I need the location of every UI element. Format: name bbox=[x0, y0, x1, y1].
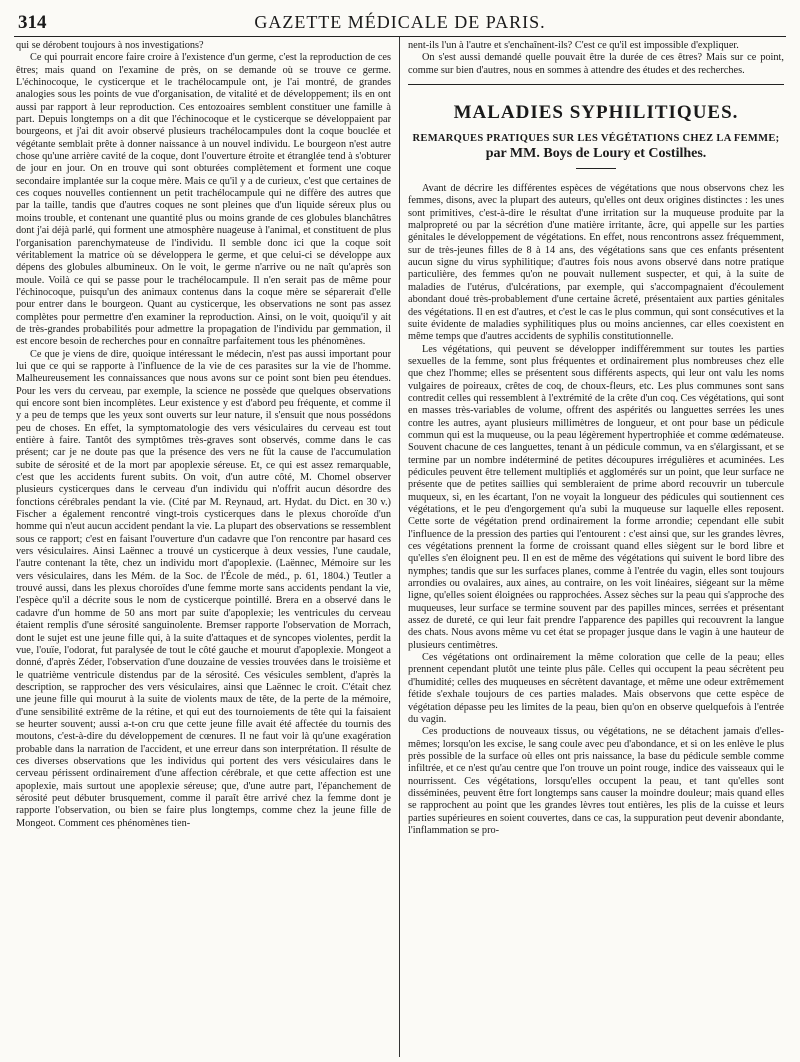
page-header bbox=[14, 10, 786, 37]
paragraph: Avant de décrire les différentes espèces de végétations que nous observons chez les femmes, disons, avec la plupart des auteurs, qu'elles ont deux origines distinctes : les unes sont primitives, c'est-à-dire le résultat d'une irritation sur la muqueuse produite par la malpropreté ou par la sécrétion d'une matière irritante, âcre, qui appelle sur les parties génitales le développement de végétations. En effet, nous rencontrons assez fréquemment, sur de très-jeunes filles de 8 à 14 ans, des végétations sans que ces enfants présentent aucun signe du virus syphilitique; d'autres fois nous avons observé dans notre pratique particulière, des femmes qu'on ne pouvait nullement suspecter, et qui, à la suite de maladies de l'utérus, d'ulcérations, par exemple, qui s'accompagnaient d'écoulement abondant doué très-probablement d'une certaine âcreté, présentaient aux parties génitales des végétations. Il en est d'autres, et c'est le cas le plus commun, qui sont consécutives et la suite évidente de maladies syphilitiques plus ou moins anciennes, car elles coexistent en même temps que d'autres accidents de syphilis constitutionnelle. bbox=[408, 183, 784, 343]
paragraph: Les végétations, qui peuvent se développer indifféremment sur toutes les parties sexuelles de la femme, sont plus fréquentes et ordinairement plus nombreuses chez elle que chez l'homme; elles se présentent sous différents aspects, qui leur ont valu les noms vulgaires de poireaux, crêtes de coq, de choux-fleurs, etc. Les plus communes sont sans contredit celles qui ressemblent à l'extrémité de la crête d'un coq. Ces végétations, qui sont en masses très-variables de volume, offrent des aspérités ou languettes serrées les unes contre les autres, ayant plusieurs millimètres de longueur, et ont pour base un pédicule commun qui est la muqueuse, ou la peau légèrement hypertrophiée et comme œdémateuse. Souvent chacune de ces languettes, tenant à un pédicule commun, va en s'élargissant, et se termine par un nombre indéterminé de petites découpures irrégulières et acuminées. Les pédicules peuvent être tellement multipliés et agglomérés sur un point, que leur surface ne présente que de petites saillies qui sembleraient de prime abord recouvrir un tubercule muqueux, si, en les écartant, l'on ne voyait la longueur des pédicules qui soutiennent ces végétations, et le peu d'engorgement qu'a subi la muqueuse sur laquelle elles reposent. Cette sorte de végétation prend ordinairement la forme arrondie; cependant elle subit l'influence de la pression des parties qui l'entourent : c'est ainsi que, sur les grandes lèvres, ces végétations prennent la forme de croissant quand elles siègent sur le bord libre et qu'elles s'en éloignent peu. Il en est de même des végétations qui suivent le bord libre des nymphes; tandis que sur les surfaces planes, comme à l'entrée du vagin, elles sont toujours arrondies ou ovalaires, aux aines, au contraire, on les voit linéaires, siégeant sur la même ligne, qu'elles soient éloignées ou rapprochées. Assez sèches sur la peau qui s'approche des muqueuses, leur surface se termine souvent par des papilles minces, serrées et présentant assez de dureté, ce qui leur fait prendre l'apparence des papilles qui recouvrent la langue des chats. Nous avons même vu cet état se propager jusque dans le vagin à une hauteur de plusieurs centimètres. bbox=[408, 343, 784, 651]
paragraph: Ce que je viens de dire, quoique intéressant le médecin, n'est pas aussi important pour lui que ce qui se rapporte à l'influence de la vie de ces parasites sur la vie de l'homme. Malheureusement les connaissances que nous avons sur ce point sont bien peu étendues. Pour les vers du cerveau, par exemple, la science ne possède que quelques observations qui encore sont bien incomplètes. Leur existence y est d'abord peu fréquente, et comme il y a peu de temps que les yeux sont ouverts sur leur nature, il s'ensuit que nous possédons peu de choses. En effet, la symptomatologie des vers vésiculaires du cerveau est tout entière à faire. Tantôt des symptômes très-graves sont observés, comme dans le cas présent; car je ne doute pas que la présence des vers ne fût la cause de l'accumulation subite de sérosité et de la mort par apoplexie séreuse. Et, ce qui est assez remarquable, c'est que les accidents furent subits. On voit, d'un autre côté, M. Chomel observer plusieurs cysticerques dans le cerveau d'un individu qui n'offrit aucun désordre des fonctions cérébrales pendant la vie. (Cité par M. Reynaud, art. Hydat. du Dict. en 30 v.) Fischer a également rencontré vingt-trois cysticerques dans le plexus choroïde d'un homme qui n'eut aucun accident pendant la vie. La plupart des observations se ressemblent sous ce rapport; c'est en faisant l'ouverture d'un cadavre que l'on rencontre par hasard ces vers vésiculaires. Ainsi Laënnec a trouvé un cysticerque à deux vessies, l'une caudale, l'autre contenant la tête, chez un individu mort d'apoplexie. (Laënnec, Mémoire sur les vers vésiculaires, dans les Mém. de la Soc. de l'École de méd., p. 61, 1804.) Teutler a trouvé aussi, dans les plexus choroïdes d'une femme morte sans accidents pendant la vie, l'espèce qu'il a décrite sous le nom de cysticerque pointillé. Brera en a observé dans le cadavre d'un homme de 50 ans mort par suite d'apoplexie; les ventricules du cerveau étaient remplis d'une sérosité sanguinolente. Bremser rapporte l'observation de Morrach, dont le sujet est une jeune fille qui, à la suite d'attaques et de syncopes violentes, perdit la vue, l'ouïe, l'odorat, fut paralysée de tout le côté gauche et mourut d'apoplexie. Mongeot a donné, d'après Zéder, l'observation d'une douzaine de vessies trouvées dans le troisième et le quatrième ventricule distendus par de la sérosité. Ces vésicules semblent, d'après la description, se rapprocher des vers vésiculaires, ainsi que Laënnec le croit. C'était chez une jeune fille qui mourut à la suite de violents maux de tête, de la perte de la mémoire, d'une sensibilité extrême de la rétine, et qui eut des tournoiements de tête qui la faisaient se heurter souvent; aussi a-t-on cru que cette jeune fille avait été affectée du tournis des moutons, c'est-à-dire du développement de cœnures. Il ne faut voir là qu'une exagération probable dans la narration de l'accident, et une erreur dans son interprétation. Il résulte de ces diverses observations que les individus qui portent des vers vésiculaires dans le cerveau périssent ordinairement d'une affection cérébrale, et que cette affection est une apoplexie, mais surtout une apoplexie séreuse; que, d'une autre part, l'épanchement de sérosité peut débuter brusquement, comme il paraît être arrivé chez la femme dont je rapporte l'observation, ou bien se faire plus longtemps, comme chez la jeune fille de Mongeot. Comment ces phénomènes tien- bbox=[16, 348, 391, 829]
paragraph: Ces productions de nouveaux tissus, ou végétations, ne se détachent jamais d'elles-mêmes; lorsqu'on les excise, le sang coule avec peu d'abondance, et si on les enlève le plus près possible de la surface où elles ont pris naissance, la base du pédicule semble comme infiltrée, et ce n'est qu'au centre que l'on trouve un point rouge, indice des vaisseaux qui le nourrissent. Ces végétations, lorsqu'elles occupent la peau, et tant qu'elles sont disséminées, peuvent être fort longtemps sans causer la moindre douleur; mais quand elles se rapprochent au point que les grandes lèvres tout entières, les plis de la cuisse et leurs parties supérieures en soient couvertes, dans ce cas, la suppuration peut devenir abondante, l'inflammation se pro- bbox=[408, 726, 784, 836]
paragraph: qui se dérobent toujours à nos investigations? bbox=[16, 40, 204, 51]
paragraph: nent-ils l'un à l'autre et s'enchaînent-ils? C'est ce qu'il est impossible d'expliquer. bbox=[408, 40, 739, 51]
section-divider bbox=[408, 84, 784, 85]
section-title: MALADIES SYPHILITIQUES. bbox=[453, 102, 739, 124]
article-authors: par MM. Boys de Loury et Costilhes. bbox=[485, 145, 707, 161]
right-column bbox=[400, 37, 786, 1057]
paragraph: Ce qui pourrait encore faire croire à l'existence d'un germe, c'est la reproduction de ces êtres; mais quand on l'examine de près, on se demande où se trouve ce germe. L'échinocoque, le cysticerque et le trachélocampule ont, je l'ai montré, de grandes analogies sous les points de vue d'organisation, de vitalité et de développement; ils en ont aussi par rapport à leur reproduction. Ces entozoaires semblent constituer une famille à part. Depuis longtemps on a dit que l'échinocoque et le cysticerque se développaient par bourgeons, et j'ai dit avoir observé plusieurs trachélocampules dont la coque bouclée et végétante semblait prête à donner naissance à un nouvel individu. Le bourgeon n'est autre chose qu'une arrière cavité de la coque, dont l'ouverture étroite et étranglée tend à s'obturer de jour en jour. On en trouve qui sont obturées complètement et forment une coque secondaire implantée sur la coque mère. Mais ce qu'il y a de curieux, c'est que certaines de ces coques nouvelles contiennent un petit trachélocampule qui ne diffère des autres que par la taille, tandis que d'autres coques ne sont pleines que d'un liquide séreux plus ou moins trouble, et contenant une quantité plus ou moins grande de ces globules blanchâtres dont j'ai déjà parlé, qui forment une atmosphère nuageuse à l'animal, et constituent de plus l'organisation parenchymateuse de l'individu. Il semble donc ici que la coque soit véritablement la matrice où se développera le germe, et que celui-ci se développe aux dépens des globules albumineux. On le voit, le germe n'arrive ou ne naît qu'après son moule. Voilà ce qui se passe pour le trachélocampule. Il n'en serait pas de même pour l'échinocoque, puisqu'un des animaux contenus dans la coque mère se séparerait d'elle pour entrer dans le bourgeon. Quant au cysticerque, les observations ne sont pas assez complètes pour permettre d'en examiner la reproduction. Ainsi, on le voit, quoiqu'il y ait de très-grandes probabilités pour admettre la propagation de l'individu par gemmation, il est encore besoin de recherches pour en connaître parfaitement tous les phénomènes. bbox=[16, 52, 391, 348]
article-heading: REMARQUES PRATIQUES SUR LES VÉGÉTATIONS CHEZ LA FEMME; bbox=[412, 133, 780, 145]
left-column bbox=[14, 37, 400, 1057]
text-columns bbox=[14, 37, 786, 1057]
paragraph: On s'est aussi demandé quelle pouvait être la durée de ces êtres? Mais sur ce point, comme sur bien d'autres, nous en sommes à attendre des études et des recherches. bbox=[408, 52, 784, 76]
paragraph: Ces végétations ont ordinairement la même coloration que celle de la peau; elles prennent cependant plutôt une teinte plus pâle. Celles qui occupent la peau sécrètent peu d'humidité; celles des muqueuses en sécrètent davantage, et même une odeur extrêmement fétide s'exhale toujours de ces parties malades. Mais observons que cette espèce de végétation dépasse peu les limites de la peau, bien qu'on en observe quelquefois à l'entrée du vagin. bbox=[408, 652, 784, 725]
page-number: 314 bbox=[18, 12, 47, 33]
heading-divider bbox=[576, 168, 616, 169]
running-title: GAZETTE MÉDICALE DE PARIS. bbox=[254, 12, 546, 32]
